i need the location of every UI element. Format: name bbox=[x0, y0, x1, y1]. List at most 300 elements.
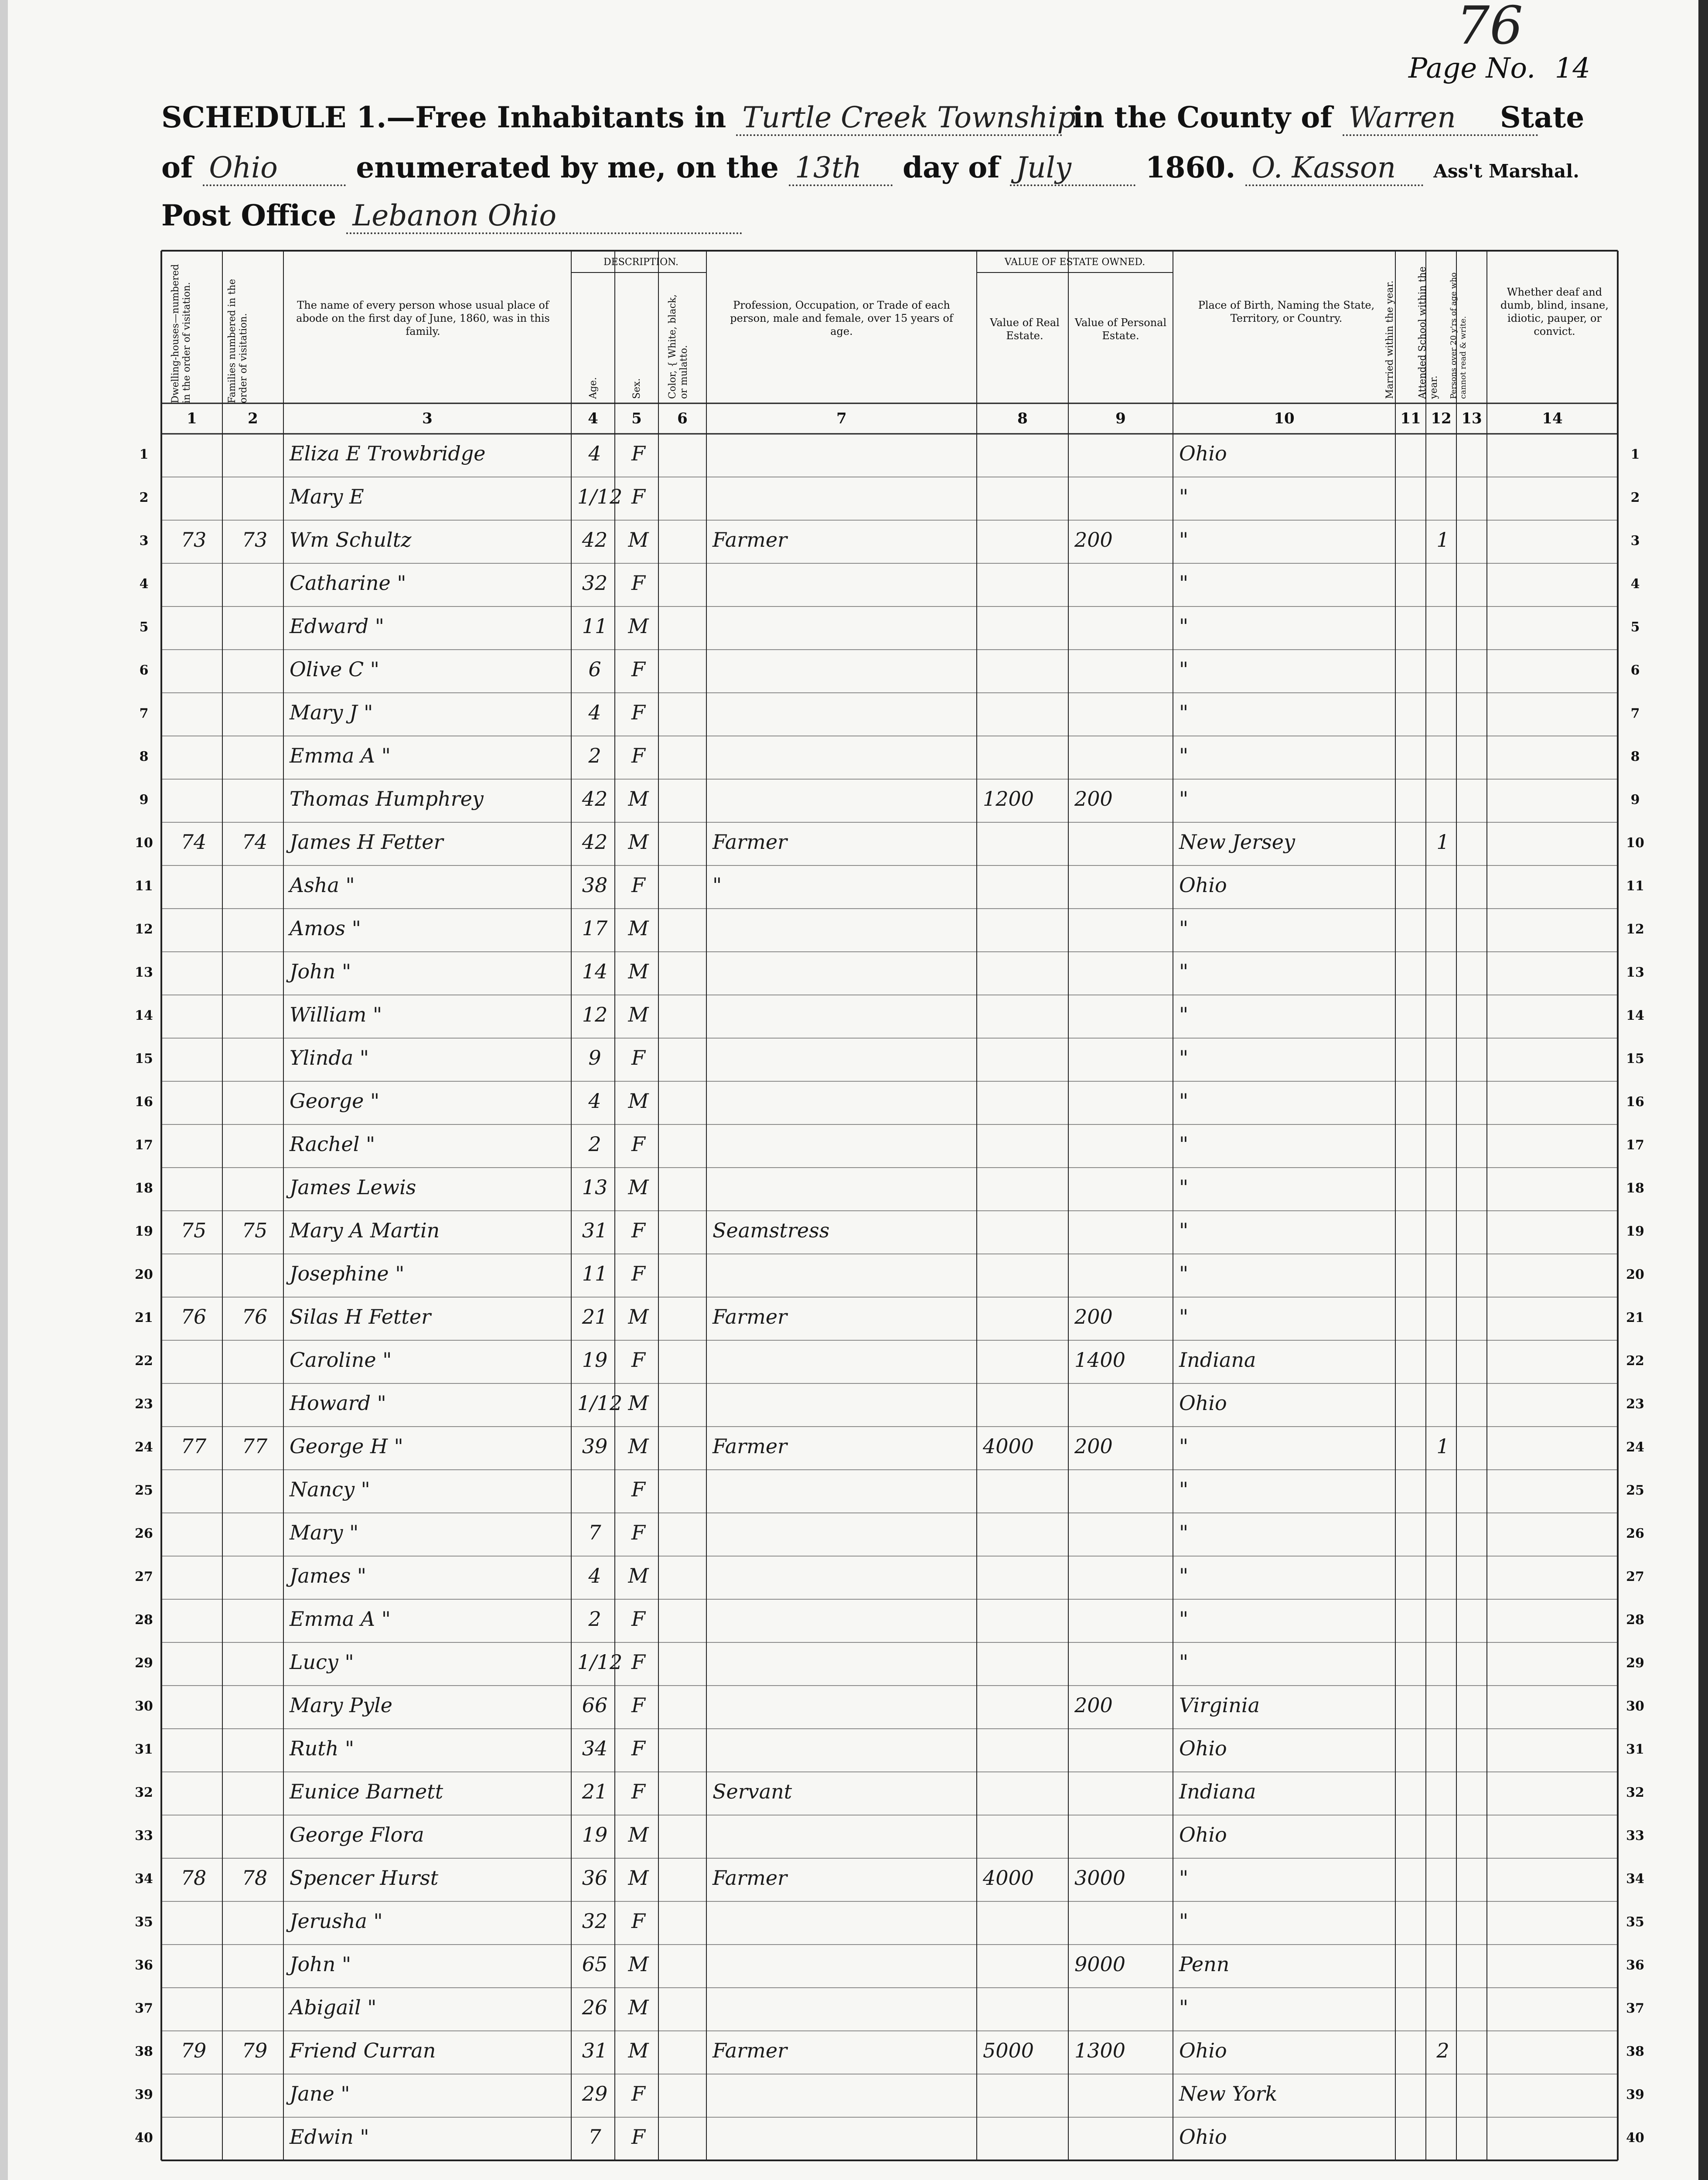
row-33-sex: M bbox=[628, 1823, 649, 1846]
row-19-dwelling-number: 75 bbox=[181, 1219, 207, 1242]
row-28-age: 2 bbox=[588, 1607, 601, 1631]
row-27-birthplace: " bbox=[1179, 1564, 1189, 1587]
col-5-header: Sex. bbox=[631, 378, 642, 399]
row-39-age: 29 bbox=[582, 2082, 608, 2105]
column-number-14: 14 bbox=[1542, 410, 1563, 427]
row-34-occupation: Farmer bbox=[713, 1866, 788, 1890]
row-21-personal-estate-value: 200 bbox=[1074, 1305, 1113, 1328]
row-17-person-name: Rachel " bbox=[290, 1132, 375, 1156]
row-number-15: 15 bbox=[135, 1051, 153, 1066]
row-30-person-name: Mary Pyle bbox=[290, 1693, 392, 1717]
row-number-right-12: 12 bbox=[1626, 922, 1644, 937]
row-35-sex: F bbox=[631, 1909, 645, 1933]
row-10-dwelling-number: 74 bbox=[181, 830, 207, 854]
row-12-birthplace: " bbox=[1179, 916, 1189, 940]
row-number-32: 32 bbox=[135, 1785, 153, 1800]
row-number-right-4: 4 bbox=[1630, 576, 1640, 592]
row-26-person-name: Mary " bbox=[290, 1521, 359, 1544]
row-8-person-name: Emma A " bbox=[290, 744, 391, 767]
row-number-right-14: 14 bbox=[1626, 1008, 1644, 1023]
column-number-3: 3 bbox=[422, 410, 433, 427]
row-number-24: 24 bbox=[135, 1440, 153, 1455]
row-13-sex: M bbox=[628, 960, 649, 983]
row-26-birthplace: " bbox=[1179, 1521, 1189, 1544]
row-number-37: 37 bbox=[135, 2001, 153, 2016]
row-16-age: 4 bbox=[588, 1089, 601, 1113]
row-39-person-name: Jane " bbox=[290, 2082, 350, 2105]
row-number-right-26: 26 bbox=[1626, 1526, 1644, 1541]
row-22-age: 19 bbox=[582, 1348, 608, 1372]
row-number-right-32: 32 bbox=[1626, 1785, 1644, 1800]
row-12-age: 17 bbox=[582, 916, 608, 940]
row-number-28: 28 bbox=[135, 1612, 153, 1628]
row-10-sex: M bbox=[628, 830, 649, 854]
row-2-age: 1/12 bbox=[577, 485, 623, 508]
row-number-right-8: 8 bbox=[1630, 749, 1640, 764]
row-39-birthplace: New York bbox=[1179, 2082, 1278, 2105]
row-22-birthplace: Indiana bbox=[1179, 1348, 1256, 1372]
row-36-age: 65 bbox=[582, 1952, 608, 1976]
row-1-person-name: Eliza E Trowbridge bbox=[290, 442, 486, 465]
row-4-person-name: Catharine " bbox=[290, 571, 406, 595]
row-6-person-name: Olive C " bbox=[290, 657, 379, 681]
row-number-right-22: 22 bbox=[1626, 1353, 1644, 1369]
row-16-birthplace: " bbox=[1179, 1089, 1189, 1113]
row-10-person-name: James H Fetter bbox=[290, 830, 443, 854]
row-36-sex: M bbox=[628, 1952, 649, 1976]
row-5-age: 11 bbox=[582, 614, 608, 638]
page-number-label: Page No. bbox=[1408, 52, 1536, 85]
column-number-9: 9 bbox=[1115, 410, 1126, 427]
row-28-birthplace: " bbox=[1179, 1607, 1189, 1631]
row-18-person-name: James Lewis bbox=[290, 1175, 416, 1199]
marshal-name: O. Kasson bbox=[1245, 151, 1423, 186]
row-29-sex: F bbox=[631, 1650, 645, 1674]
row-number-right-19: 19 bbox=[1626, 1224, 1644, 1239]
row-6-age: 6 bbox=[588, 657, 601, 681]
row-21-family-number: 76 bbox=[242, 1305, 268, 1328]
row-number-6: 6 bbox=[139, 663, 149, 678]
row-5-person-name: Edward " bbox=[290, 614, 385, 638]
row-29-birthplace: " bbox=[1179, 1650, 1189, 1674]
row-15-sex: F bbox=[631, 1046, 645, 1070]
row-11-age: 38 bbox=[582, 873, 608, 897]
row-15-birthplace: " bbox=[1179, 1046, 1189, 1070]
row-37-sex: M bbox=[628, 1996, 649, 2019]
row-12-sex: M bbox=[628, 916, 649, 940]
row-9-person-name: Thomas Humphrey bbox=[290, 787, 484, 811]
row-17-sex: F bbox=[631, 1132, 645, 1156]
row-number-40: 40 bbox=[135, 2130, 153, 2146]
row-35-birthplace: " bbox=[1179, 1909, 1189, 1933]
row-19-family-number: 75 bbox=[242, 1219, 268, 1242]
row-24-sex: M bbox=[628, 1434, 649, 1458]
row-number-right-30: 30 bbox=[1626, 1699, 1644, 1714]
column-number-5: 5 bbox=[631, 410, 642, 427]
row-23-sex: M bbox=[628, 1391, 649, 1415]
row-40-sex: F bbox=[631, 2125, 645, 2149]
row-4-birthplace: " bbox=[1179, 571, 1189, 595]
row-25-sex: F bbox=[631, 1478, 645, 1501]
col-14-header: Whether deaf and dumb, blind, insane, idiotic, pauper, or convict. bbox=[1500, 286, 1609, 337]
col-1-header: Dwelling-houses—numbered in the order of visitation. bbox=[170, 264, 192, 403]
row-31-birthplace: Ohio bbox=[1179, 1737, 1227, 1760]
post-office-label: Post Office bbox=[161, 198, 337, 232]
row-14-age: 12 bbox=[582, 1003, 608, 1026]
row-number-right-31: 31 bbox=[1626, 1742, 1644, 1757]
row-28-person-name: Emma A " bbox=[290, 1607, 391, 1631]
row-10-occupation: Farmer bbox=[713, 830, 788, 854]
row-2-birthplace: " bbox=[1179, 485, 1189, 508]
column-number-11: 11 bbox=[1400, 410, 1421, 427]
row-number-3: 3 bbox=[139, 533, 149, 548]
row-4-age: 32 bbox=[582, 571, 608, 595]
row-31-sex: F bbox=[631, 1737, 645, 1760]
row-21-birthplace: " bbox=[1179, 1305, 1189, 1328]
schedule-line-2 bbox=[161, 150, 1579, 186]
row-31-age: 34 bbox=[582, 1737, 608, 1760]
row-34-age: 36 bbox=[582, 1866, 608, 1890]
row-6-sex: F bbox=[631, 657, 645, 681]
col-4-header: Age. bbox=[588, 377, 599, 399]
census-table bbox=[135, 251, 1644, 2178]
row-34-person-name: Spencer Hurst bbox=[290, 1866, 439, 1890]
row-30-personal-estate-value: 200 bbox=[1074, 1693, 1113, 1717]
row-10-family-number: 74 bbox=[242, 830, 268, 854]
row-6-birthplace: " bbox=[1179, 657, 1189, 681]
row-34-family-number: 78 bbox=[242, 1866, 268, 1890]
row-9-real-estate-value: 1200 bbox=[983, 787, 1034, 811]
enumerated-label: enumerated by me, on the bbox=[356, 150, 779, 184]
row-22-sex: F bbox=[631, 1348, 645, 1372]
row-9-birthplace: " bbox=[1179, 787, 1189, 811]
page-number bbox=[1408, 52, 1590, 85]
col-13-header: Persons over 20 y'rs of age who cannot read & write. bbox=[1449, 272, 1468, 399]
row-number-right-34: 34 bbox=[1626, 1871, 1644, 1887]
row-number-17: 17 bbox=[135, 1138, 153, 1153]
day-value: 13th bbox=[789, 151, 893, 186]
row-25-person-name: Nancy " bbox=[290, 1478, 370, 1501]
row-1-birthplace: Ohio bbox=[1179, 442, 1227, 465]
row-40-age: 7 bbox=[588, 2125, 601, 2149]
row-15-age: 9 bbox=[588, 1046, 601, 1070]
month-value: July bbox=[1010, 151, 1135, 186]
row-27-age: 4 bbox=[588, 1564, 601, 1587]
row-number-2: 2 bbox=[139, 490, 149, 505]
row-34-sex: M bbox=[628, 1866, 649, 1890]
row-number-right-23: 23 bbox=[1626, 1397, 1644, 1412]
row-number-right-27: 27 bbox=[1626, 1569, 1644, 1584]
row-19-birthplace: " bbox=[1179, 1219, 1189, 1242]
estate-header: VALUE OF ESTATE OWNED. bbox=[1004, 257, 1145, 268]
row-number-right-18: 18 bbox=[1626, 1181, 1644, 1196]
of-label: of bbox=[161, 150, 193, 184]
row-7-age: 4 bbox=[588, 701, 601, 724]
row-18-sex: M bbox=[628, 1175, 649, 1199]
row-15-person-name: Ylinda " bbox=[290, 1046, 369, 1070]
row-number-right-40: 40 bbox=[1626, 2130, 1644, 2146]
row-3-attended-school: 1 bbox=[1436, 528, 1449, 552]
column-number-2: 2 bbox=[248, 410, 258, 427]
row-number-22: 22 bbox=[135, 1353, 153, 1369]
year-value: 1860. bbox=[1145, 150, 1236, 184]
column-number-13: 13 bbox=[1461, 410, 1482, 427]
row-14-sex: M bbox=[628, 1003, 649, 1026]
row-number-12: 12 bbox=[135, 922, 153, 937]
row-number-right-13: 13 bbox=[1626, 965, 1644, 980]
row-number-right-21: 21 bbox=[1626, 1310, 1644, 1325]
row-number-18: 18 bbox=[135, 1181, 153, 1196]
day-label: day of bbox=[903, 150, 1000, 184]
description-header: DESCRIPTION. bbox=[603, 257, 678, 268]
row-19-occupation: Seamstress bbox=[713, 1219, 830, 1242]
row-34-real-estate-value: 4000 bbox=[983, 1866, 1034, 1890]
row-2-person-name: Mary E bbox=[290, 485, 364, 508]
row-3-family-number: 73 bbox=[242, 528, 268, 552]
row-number-16: 16 bbox=[135, 1094, 153, 1110]
row-number-31: 31 bbox=[135, 1742, 153, 1757]
row-24-family-number: 77 bbox=[242, 1434, 268, 1458]
row-24-real-estate-value: 4000 bbox=[983, 1434, 1034, 1458]
row-29-person-name: Lucy " bbox=[290, 1650, 354, 1674]
row-32-sex: F bbox=[631, 1780, 645, 1803]
row-number-right-9: 9 bbox=[1630, 792, 1640, 807]
row-21-occupation: Farmer bbox=[713, 1305, 788, 1328]
row-18-birthplace: " bbox=[1179, 1175, 1189, 1199]
row-38-family-number: 79 bbox=[242, 2039, 268, 2062]
row-number-right-39: 39 bbox=[1626, 2087, 1644, 2102]
row-24-occupation: Farmer bbox=[713, 1434, 788, 1458]
row-38-birthplace: Ohio bbox=[1179, 2039, 1227, 2062]
row-22-person-name: Caroline " bbox=[290, 1348, 392, 1372]
row-number-right-25: 25 bbox=[1626, 1483, 1644, 1498]
col-10-header: Place of Birth, Naming the State, Territory, or Country. bbox=[1198, 299, 1375, 324]
row-38-sex: M bbox=[628, 2039, 649, 2062]
row-number-right-11: 11 bbox=[1626, 879, 1644, 894]
row-38-age: 31 bbox=[582, 2039, 608, 2062]
row-38-occupation: Farmer bbox=[713, 2039, 788, 2062]
row-number-right-16: 16 bbox=[1626, 1094, 1644, 1110]
row-38-personal-estate-value: 1300 bbox=[1074, 2039, 1126, 2062]
row-38-dwelling-number: 79 bbox=[181, 2039, 207, 2062]
row-32-person-name: Eunice Barnett bbox=[290, 1780, 443, 1803]
row-16-person-name: George " bbox=[290, 1089, 380, 1113]
row-27-sex: M bbox=[628, 1564, 649, 1587]
township-value: Turtle Creek Township bbox=[736, 101, 1062, 136]
row-11-birthplace: Ohio bbox=[1179, 873, 1227, 897]
row-24-birthplace: " bbox=[1179, 1434, 1189, 1458]
row-17-birthplace: " bbox=[1179, 1132, 1189, 1156]
row-21-dwelling-number: 76 bbox=[181, 1305, 207, 1328]
post-office-value: Lebanon Ohio bbox=[346, 199, 742, 234]
row-number-right-10: 10 bbox=[1626, 835, 1644, 851]
row-31-person-name: Ruth " bbox=[290, 1737, 355, 1760]
col-12-header: Attended School within the year. bbox=[1417, 266, 1439, 399]
row-number-21: 21 bbox=[135, 1310, 153, 1325]
row-23-age: 1/12 bbox=[577, 1391, 623, 1415]
row-number-right-3: 3 bbox=[1630, 533, 1640, 548]
row-9-age: 42 bbox=[582, 787, 608, 811]
row-24-personal-estate-value: 200 bbox=[1074, 1434, 1113, 1458]
row-40-birthplace: Ohio bbox=[1179, 2125, 1227, 2149]
page-stamp-number: 76 bbox=[1456, 0, 1523, 56]
row-26-sex: F bbox=[631, 1521, 645, 1544]
row-number-right-6: 6 bbox=[1630, 663, 1640, 678]
row-number-right-28: 28 bbox=[1626, 1612, 1644, 1628]
row-number-10: 10 bbox=[135, 835, 153, 851]
row-34-personal-estate-value: 3000 bbox=[1074, 1866, 1126, 1890]
row-3-age: 42 bbox=[582, 528, 608, 552]
row-9-personal-estate-value: 200 bbox=[1074, 787, 1113, 811]
row-26-age: 7 bbox=[588, 1521, 601, 1544]
row-24-person-name: George H " bbox=[290, 1434, 403, 1458]
row-8-sex: F bbox=[631, 744, 645, 767]
row-number-right-20: 20 bbox=[1626, 1267, 1644, 1282]
row-9-sex: M bbox=[628, 787, 649, 811]
row-30-birthplace: Virginia bbox=[1179, 1693, 1260, 1717]
row-number-30: 30 bbox=[135, 1699, 153, 1714]
row-21-sex: M bbox=[628, 1305, 649, 1328]
row-25-birthplace: " bbox=[1179, 1478, 1189, 1501]
row-4-sex: F bbox=[631, 571, 645, 595]
col-2-header: Families numbered in the order of visitation. bbox=[227, 279, 249, 403]
row-33-person-name: George Flora bbox=[290, 1823, 424, 1846]
col-3-header: The name of every person whose usual place of abode on the first day of June, 1860, was in this family. bbox=[296, 299, 550, 337]
column-number-7: 7 bbox=[836, 410, 847, 427]
row-24-dwelling-number: 77 bbox=[181, 1434, 207, 1458]
row-38-attended-school: 2 bbox=[1436, 2039, 1449, 2062]
row-3-person-name: Wm Schultz bbox=[290, 528, 412, 552]
row-number-right-29: 29 bbox=[1626, 1655, 1644, 1671]
row-38-person-name: Friend Curran bbox=[290, 2039, 436, 2062]
row-32-birthplace: Indiana bbox=[1179, 1780, 1256, 1803]
row-20-age: 11 bbox=[582, 1262, 608, 1285]
row-number-4: 4 bbox=[139, 576, 149, 592]
row-number-right-36: 36 bbox=[1626, 1958, 1644, 1973]
row-number-1: 1 bbox=[139, 447, 149, 462]
row-number-35: 35 bbox=[135, 1914, 153, 1930]
page-number-value: 14 bbox=[1555, 52, 1591, 85]
row-5-sex: M bbox=[628, 614, 649, 638]
row-20-person-name: Josephine " bbox=[290, 1262, 405, 1285]
row-21-person-name: Silas H Fetter bbox=[290, 1305, 431, 1328]
row-number-8: 8 bbox=[139, 749, 149, 764]
row-number-right-7: 7 bbox=[1630, 706, 1640, 721]
row-22-personal-estate-value: 1400 bbox=[1074, 1348, 1126, 1372]
row-number-23: 23 bbox=[135, 1397, 153, 1412]
row-number-26: 26 bbox=[135, 1526, 153, 1541]
row-30-sex: F bbox=[631, 1693, 645, 1717]
row-number-29: 29 bbox=[135, 1655, 153, 1671]
row-38-real-estate-value: 5000 bbox=[983, 2039, 1034, 2062]
row-34-birthplace: " bbox=[1179, 1866, 1189, 1890]
row-7-birthplace: " bbox=[1179, 701, 1189, 724]
row-37-birthplace: " bbox=[1179, 1996, 1189, 2019]
row-number-20: 20 bbox=[135, 1267, 153, 1282]
row-8-age: 2 bbox=[588, 744, 601, 767]
row-1-sex: F bbox=[631, 442, 645, 465]
row-32-occupation: Servant bbox=[713, 1780, 792, 1803]
row-28-sex: F bbox=[631, 1607, 645, 1631]
row-10-birthplace: New Jersey bbox=[1179, 830, 1295, 854]
row-3-dwelling-number: 73 bbox=[181, 528, 207, 552]
col-7-header: Profession, Occupation, or Trade of each person, male and female, over 15 years of age. bbox=[730, 299, 953, 337]
col-6-header: Color, { White, black, or mulatto. bbox=[667, 294, 689, 399]
row-19-age: 31 bbox=[582, 1219, 608, 1242]
row-number-5: 5 bbox=[139, 620, 149, 635]
row-8-birthplace: " bbox=[1179, 744, 1189, 767]
row-33-birthplace: Ohio bbox=[1179, 1823, 1227, 1846]
row-number-right-24: 24 bbox=[1626, 1440, 1644, 1455]
row-17-age: 2 bbox=[588, 1132, 601, 1156]
row-11-occupation: " bbox=[713, 873, 722, 897]
row-13-birthplace: " bbox=[1179, 960, 1189, 983]
row-14-birthplace: " bbox=[1179, 1003, 1189, 1026]
row-19-person-name: Mary A Martin bbox=[290, 1219, 440, 1242]
row-40-person-name: Edwin " bbox=[290, 2125, 369, 2149]
row-23-birthplace: Ohio bbox=[1179, 1391, 1227, 1415]
row-2-sex: F bbox=[631, 485, 645, 508]
row-number-right-33: 33 bbox=[1626, 1828, 1644, 1843]
row-number-34: 34 bbox=[135, 1871, 153, 1887]
row-number-38: 38 bbox=[135, 2044, 153, 2059]
column-number-1: 1 bbox=[187, 410, 197, 427]
row-30-age: 66 bbox=[582, 1693, 608, 1717]
row-number-right-2: 2 bbox=[1630, 490, 1640, 505]
row-number-25: 25 bbox=[135, 1483, 153, 1498]
row-37-person-name: Abigail " bbox=[290, 1996, 377, 2019]
row-35-age: 32 bbox=[582, 1909, 608, 1933]
row-number-7: 7 bbox=[139, 706, 149, 721]
row-10-attended-school: 1 bbox=[1436, 830, 1449, 854]
row-29-age: 1/12 bbox=[577, 1650, 623, 1674]
row-5-birthplace: " bbox=[1179, 614, 1189, 638]
post-office-line bbox=[161, 198, 742, 234]
row-13-age: 14 bbox=[582, 960, 608, 983]
row-20-birthplace: " bbox=[1179, 1262, 1189, 1285]
state-value: Ohio bbox=[203, 151, 346, 186]
row-11-person-name: Asha " bbox=[290, 873, 355, 897]
column-number-4: 4 bbox=[588, 410, 598, 427]
col-9-header: Value of Personal Estate. bbox=[1074, 317, 1167, 342]
row-number-33: 33 bbox=[135, 1828, 153, 1843]
county-label: in the County of bbox=[1072, 100, 1333, 134]
row-36-personal-estate-value: 9000 bbox=[1074, 1952, 1126, 1976]
row-number-9: 9 bbox=[139, 792, 149, 807]
row-20-sex: F bbox=[631, 1262, 645, 1285]
row-33-age: 19 bbox=[582, 1823, 608, 1846]
row-number-13: 13 bbox=[135, 965, 153, 980]
row-10-age: 42 bbox=[582, 830, 608, 854]
schedule-label: SCHEDULE 1.—Free Inhabitants in bbox=[161, 100, 726, 134]
row-number-right-37: 37 bbox=[1626, 2001, 1644, 2016]
row-34-dwelling-number: 78 bbox=[181, 1866, 207, 1890]
row-24-age: 39 bbox=[582, 1434, 608, 1458]
col-8-header: Value of Real Estate. bbox=[990, 317, 1060, 342]
marshal-label: Ass't Marshal. bbox=[1433, 160, 1579, 182]
row-24-attended-school: 1 bbox=[1436, 1434, 1449, 1458]
row-number-14: 14 bbox=[135, 1008, 153, 1023]
row-36-person-name: John " bbox=[290, 1952, 351, 1976]
column-number-8: 8 bbox=[1017, 410, 1028, 427]
row-number-right-5: 5 bbox=[1630, 620, 1640, 635]
row-35-person-name: Jerusha " bbox=[290, 1909, 383, 1933]
state-label: State bbox=[1500, 100, 1585, 134]
row-number-right-35: 35 bbox=[1626, 1914, 1644, 1930]
row-23-person-name: Howard " bbox=[290, 1391, 386, 1415]
row-1-age: 4 bbox=[588, 442, 601, 465]
row-7-sex: F bbox=[631, 701, 645, 724]
